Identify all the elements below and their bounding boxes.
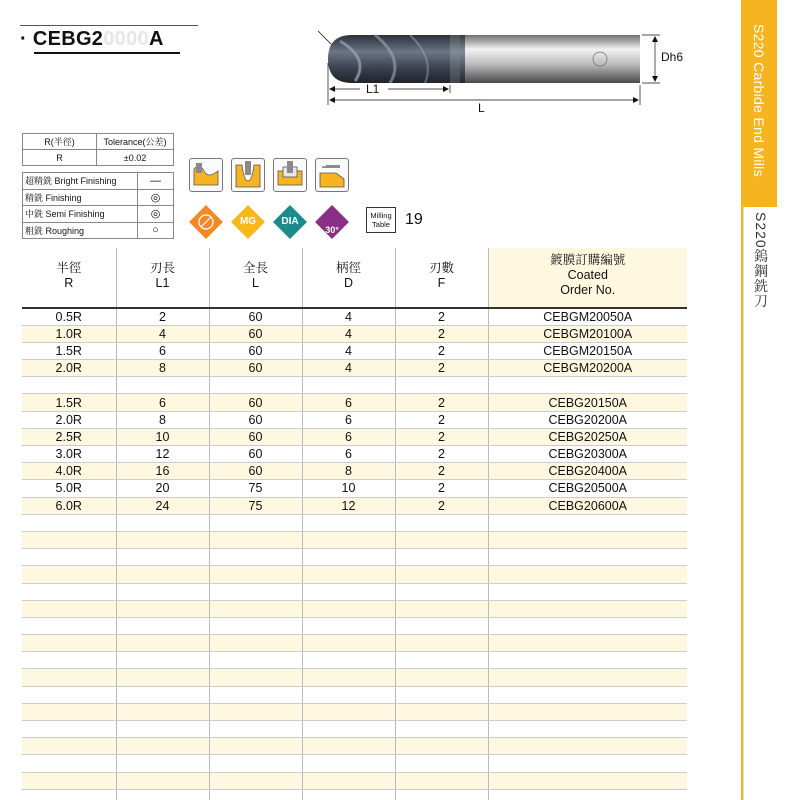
flute-length-cell: 6 (116, 342, 209, 359)
flutes-cell (395, 566, 488, 583)
tolerance-table (22, 133, 174, 166)
flutes-cell (395, 531, 488, 548)
radius-cell (22, 617, 116, 634)
tolerance-header-radius: R(半徑) (23, 134, 97, 150)
table-row (22, 772, 687, 789)
title-bullet: · (20, 28, 27, 50)
table-row (22, 463, 687, 480)
flutes-cell: 2 (395, 360, 488, 377)
shank-diameter-cell: 4 (302, 325, 395, 342)
flute-length-cell: 8 (116, 360, 209, 377)
diameter-badge-icon (273, 205, 307, 239)
title-underline (34, 52, 180, 54)
flute-length-cell: 6 (116, 394, 209, 411)
table-row (22, 669, 687, 686)
finishing-label: 精銑 Finishing (23, 189, 138, 206)
radius-cell: 4.0R (22, 463, 116, 480)
tolerance-header-tolerance: Tolerance(公差) (97, 134, 174, 150)
radius-cell (22, 721, 116, 738)
finishing-label: 超精銑 Bright Finishing (23, 173, 138, 190)
overall-length-cell: 60 (209, 446, 302, 463)
flutes-cell: 2 (395, 497, 488, 514)
radius-cell (22, 669, 116, 686)
flute-length-cell (116, 789, 209, 800)
radius-cell (22, 600, 116, 617)
flute-length-cell (116, 635, 209, 652)
shank-diameter-cell (302, 772, 395, 789)
order-number-cell (488, 652, 687, 669)
radius-cell: 1.5R (22, 342, 116, 359)
shank-diameter-cell (302, 377, 395, 394)
finishing-mark: ◎ (138, 206, 174, 223)
flute-length-cell (116, 583, 209, 600)
order-number-cell: CEBGM20200A (488, 360, 687, 377)
table-row (22, 497, 687, 514)
header-order-number (488, 248, 687, 308)
shank-diameter-cell (302, 652, 395, 669)
header-order-number-en2: Order No. (560, 283, 616, 297)
table-row (22, 531, 687, 548)
overall-length-cell: 75 (209, 480, 302, 497)
header-overall-length (209, 248, 302, 308)
radius-cell: 2.0R (22, 411, 116, 428)
flutes-cell (395, 617, 488, 634)
overall-length-cell (209, 549, 302, 566)
table-row (22, 583, 687, 600)
radius-cell: 3.0R (22, 446, 116, 463)
order-number-cell (488, 377, 687, 394)
order-number-cell: CEBGM20050A (488, 308, 687, 325)
overall-length-cell (209, 635, 302, 652)
finishing-table (22, 172, 174, 239)
finishing-label: 粗銑 Roughing (23, 222, 138, 239)
order-number-cell (488, 566, 687, 583)
flute-length-cell (116, 600, 209, 617)
table-row (22, 394, 687, 411)
overall-length-cell: 60 (209, 411, 302, 428)
flute-length-cell (116, 377, 209, 394)
radius-cell (22, 686, 116, 703)
flutes-cell: 2 (395, 394, 488, 411)
header-radius (22, 248, 116, 308)
table-row (22, 755, 687, 772)
radius-cell: 1.5R (22, 394, 116, 411)
header-shank-diameter (302, 248, 395, 308)
ball-nose-badge-icon (189, 205, 223, 239)
order-number-cell: CEBG20300A (488, 446, 687, 463)
table-row (22, 480, 687, 497)
overall-length-cell: 60 (209, 308, 302, 325)
table-row (22, 721, 687, 738)
overall-length-cell (209, 772, 302, 789)
order-number-cell (488, 514, 687, 531)
helix-angle-badge-icon (315, 205, 349, 239)
shank-diameter-cell: 10 (302, 480, 395, 497)
finishing-mark: ◎ (138, 189, 174, 206)
side-tab-english-text: S220 Carbide End Mills (751, 24, 767, 177)
flute-length-cell (116, 514, 209, 531)
shank-diameter-cell (302, 721, 395, 738)
table-row (22, 446, 687, 463)
radius-cell (22, 703, 116, 720)
table-row (22, 738, 687, 755)
overall-length-cell (209, 755, 302, 772)
shank-diameter-cell (302, 789, 395, 800)
order-number-cell: CEBG20250A (488, 428, 687, 445)
header-flute-length-en: L1 (155, 276, 170, 290)
milling-table-icon (366, 207, 396, 233)
flutes-cell (395, 755, 488, 772)
product-table (22, 248, 687, 800)
side-tab-chinese-text: S220鎢鋼銑刀 (753, 212, 769, 309)
model-suffix: A (148, 28, 164, 50)
ball-end-mill-drawing (300, 15, 700, 120)
flute-length-cell: 2 (116, 308, 209, 325)
flutes-cell: 2 (395, 428, 488, 445)
milling-table-page-number: 19 (405, 211, 423, 228)
finishing-row (23, 173, 174, 190)
radius-cell (22, 635, 116, 652)
header-overall-length-zh: 全長 (242, 261, 268, 275)
order-number-cell: CEBG20500A (488, 480, 687, 497)
header-radius-zh: 半徑 (56, 261, 82, 275)
order-number-cell: CEBG20150A (488, 394, 687, 411)
order-number-cell (488, 755, 687, 772)
page-title (20, 28, 164, 51)
table-row (22, 514, 687, 531)
table-row (22, 686, 687, 703)
milling-table-line2: Table (372, 220, 390, 229)
shank-diameter-cell (302, 703, 395, 720)
flutes-cell (395, 652, 488, 669)
order-number-cell (488, 789, 687, 800)
flutes-cell (395, 738, 488, 755)
header-overall-length-en: L (252, 276, 259, 290)
finishing-label: 中銑 Semi Finishing (23, 206, 138, 223)
shank-diameter-cell: 4 (302, 342, 395, 359)
shank-diameter-cell (302, 549, 395, 566)
flute-length-cell (116, 531, 209, 548)
header-flute-length (116, 248, 209, 308)
shank-diameter-cell (302, 635, 395, 652)
shank-diameter-cell (302, 566, 395, 583)
table-row (22, 617, 687, 634)
milling-table-line1: Milling (370, 211, 392, 220)
flutes-cell (395, 686, 488, 703)
overall-length-cell: 75 (209, 497, 302, 514)
flutes-cell (395, 635, 488, 652)
flutes-cell (395, 789, 488, 800)
shank-diameter-label: Dh6 (661, 50, 684, 64)
flute-length-cell: 16 (116, 463, 209, 480)
radius-cell: 2.0R (22, 360, 116, 377)
flutes-cell: 2 (395, 325, 488, 342)
radius-cell: 1.0R (22, 325, 116, 342)
table-row (22, 600, 687, 617)
shank-diameter-cell (302, 755, 395, 772)
flutes-cell (395, 377, 488, 394)
shank-diameter-cell (302, 600, 395, 617)
overall-length-cell (209, 738, 302, 755)
flute-length-cell (116, 721, 209, 738)
flute-length-cell: 4 (116, 325, 209, 342)
overall-length-cell (209, 566, 302, 583)
overall-length-cell (209, 669, 302, 686)
overall-length-cell (209, 789, 302, 800)
table-row (22, 411, 687, 428)
shank-diameter-cell (302, 669, 395, 686)
flute-length-cell (116, 652, 209, 669)
finishing-row (23, 222, 174, 239)
flute-length-cell (116, 686, 209, 703)
flute-length-label: L1 (366, 82, 380, 96)
plunge-milling-icon (315, 158, 349, 192)
header-order-number-zh: 鍍膜訂購編號 (550, 253, 626, 267)
table-row (22, 652, 687, 669)
table-row (22, 789, 687, 800)
order-number-cell (488, 600, 687, 617)
header-radius-en: R (64, 276, 74, 290)
header-shank-diameter-zh: 柄徑 (335, 261, 361, 275)
finishing-mark: ○ (138, 222, 174, 239)
table-row (22, 428, 687, 445)
header-flutes-en: F (437, 276, 446, 290)
radius-cell (22, 566, 116, 583)
overall-length-cell: 60 (209, 463, 302, 480)
flute-length-cell (116, 738, 209, 755)
radius-cell: 6.0R (22, 497, 116, 514)
overall-length-cell: 60 (209, 360, 302, 377)
flutes-cell: 2 (395, 342, 488, 359)
shank-diameter-cell (302, 617, 395, 634)
radius-cell: 0.5R (22, 308, 116, 325)
shank-diameter-cell: 6 (302, 428, 395, 445)
flute-length-cell: 20 (116, 480, 209, 497)
order-number-cell: CEBG20600A (488, 497, 687, 514)
flute-length-cell (116, 566, 209, 583)
finishing-row (23, 189, 174, 206)
order-number-cell (488, 669, 687, 686)
overall-length-cell (209, 652, 302, 669)
tolerance-value-row (23, 150, 174, 166)
shank-diameter-cell (302, 738, 395, 755)
header-order-number-en: Coated (567, 268, 608, 282)
profile-milling-icon (231, 158, 265, 192)
order-number-cell: CEBGM20150A (488, 342, 687, 359)
shank-diameter-cell: 4 (302, 308, 395, 325)
title-top-rule (20, 25, 198, 26)
shank-diameter-cell: 6 (302, 411, 395, 428)
header-shank-diameter-en: D (343, 276, 354, 290)
shank-diameter-cell: 8 (302, 463, 395, 480)
flutes-cell: 2 (395, 463, 488, 480)
flute-length-cell: 12 (116, 446, 209, 463)
overall-length-cell (209, 721, 302, 738)
flute-length-cell (116, 772, 209, 789)
flute-length-cell: 8 (116, 411, 209, 428)
shank-diameter-cell (302, 514, 395, 531)
radius-cell (22, 738, 116, 755)
table-row (22, 342, 687, 359)
table-row (22, 703, 687, 720)
overall-length-label: L (478, 101, 485, 115)
slot-milling-icon (189, 158, 223, 192)
flute-length-cell (116, 617, 209, 634)
table-row (22, 566, 687, 583)
helix-angle-badge-text: 30° (325, 225, 339, 235)
order-number-cell: CEBGM20100A (488, 325, 687, 342)
radius-cell (22, 652, 116, 669)
table-row (22, 325, 687, 342)
table-row (22, 360, 687, 377)
order-number-cell: CEBG20400A (488, 463, 687, 480)
header-flutes (395, 248, 488, 308)
shank-diameter-cell (302, 686, 395, 703)
radius-cell (22, 531, 116, 548)
finishing-row (23, 206, 174, 223)
shank-diameter-cell (302, 583, 395, 600)
table-row (22, 308, 687, 325)
table-row (22, 377, 687, 394)
material-badge-icon (231, 205, 265, 239)
flute-length-cell (116, 755, 209, 772)
radius-cell (22, 514, 116, 531)
shank-diameter-cell: 12 (302, 497, 395, 514)
overall-length-cell (209, 531, 302, 548)
order-number-cell (488, 635, 687, 652)
overall-length-cell: 60 (209, 325, 302, 342)
flutes-cell (395, 600, 488, 617)
flutes-cell (395, 721, 488, 738)
flutes-cell (395, 549, 488, 566)
flute-length-cell: 24 (116, 497, 209, 514)
overall-length-cell: 60 (209, 394, 302, 411)
tolerance-header-row (23, 134, 174, 150)
order-number-cell: CEBG20200A (488, 411, 687, 428)
order-number-cell (488, 583, 687, 600)
radius-cell (22, 772, 116, 789)
end-mill-illustration (300, 15, 700, 120)
radius-cell: 2.5R (22, 428, 116, 445)
overall-length-cell: 60 (209, 428, 302, 445)
overall-length-cell: 60 (209, 342, 302, 359)
overall-length-cell (209, 686, 302, 703)
model-ghost-digits: 0000 (103, 28, 149, 50)
flutes-cell (395, 583, 488, 600)
order-number-cell (488, 549, 687, 566)
side-tab-divider (743, 205, 777, 207)
radius-cell (22, 549, 116, 566)
radius-cell (22, 789, 116, 800)
order-number-cell (488, 617, 687, 634)
tolerance-value-cell: ±0.02 (97, 150, 174, 166)
flutes-cell: 2 (395, 308, 488, 325)
flutes-cell: 2 (395, 411, 488, 428)
overall-length-cell (209, 514, 302, 531)
flute-length-cell (116, 549, 209, 566)
flute-length-cell (116, 669, 209, 686)
overall-length-cell (209, 600, 302, 617)
overall-length-cell (209, 703, 302, 720)
order-number-cell (488, 772, 687, 789)
flutes-cell (395, 669, 488, 686)
flutes-cell: 2 (395, 480, 488, 497)
radius-cell (22, 377, 116, 394)
flutes-cell (395, 514, 488, 531)
flutes-cell (395, 772, 488, 789)
flutes-cell: 2 (395, 446, 488, 463)
order-number-cell (488, 686, 687, 703)
radius-cell (22, 755, 116, 772)
order-number-cell (488, 738, 687, 755)
flute-length-cell: 10 (116, 428, 209, 445)
order-number-cell (488, 721, 687, 738)
table-row (22, 549, 687, 566)
overall-length-cell (209, 377, 302, 394)
radius-cell (22, 583, 116, 600)
order-number-cell (488, 531, 687, 548)
tolerance-radius-cell: R (23, 150, 97, 166)
product-table-header (22, 248, 687, 308)
header-flute-length-zh: 刃長 (149, 261, 175, 275)
model-prefix: CEBG2 (32, 28, 104, 50)
finishing-mark: — (138, 173, 174, 190)
shank-diameter-cell: 4 (302, 360, 395, 377)
diameter-badge-text: DIA (281, 216, 299, 227)
pocket-milling-icon (273, 158, 307, 192)
overall-length-cell (209, 617, 302, 634)
header-flutes-zh: 刃數 (428, 261, 454, 275)
radius-cell: 5.0R (22, 480, 116, 497)
order-number-cell (488, 703, 687, 720)
shank-diameter-cell: 6 (302, 446, 395, 463)
table-row (22, 635, 687, 652)
overall-length-cell (209, 583, 302, 600)
flute-length-cell (116, 703, 209, 720)
shank-diameter-cell: 6 (302, 394, 395, 411)
shank-diameter-cell (302, 531, 395, 548)
material-badge-text: MG (239, 216, 257, 227)
flutes-cell (395, 703, 488, 720)
product-table-body (22, 308, 687, 800)
